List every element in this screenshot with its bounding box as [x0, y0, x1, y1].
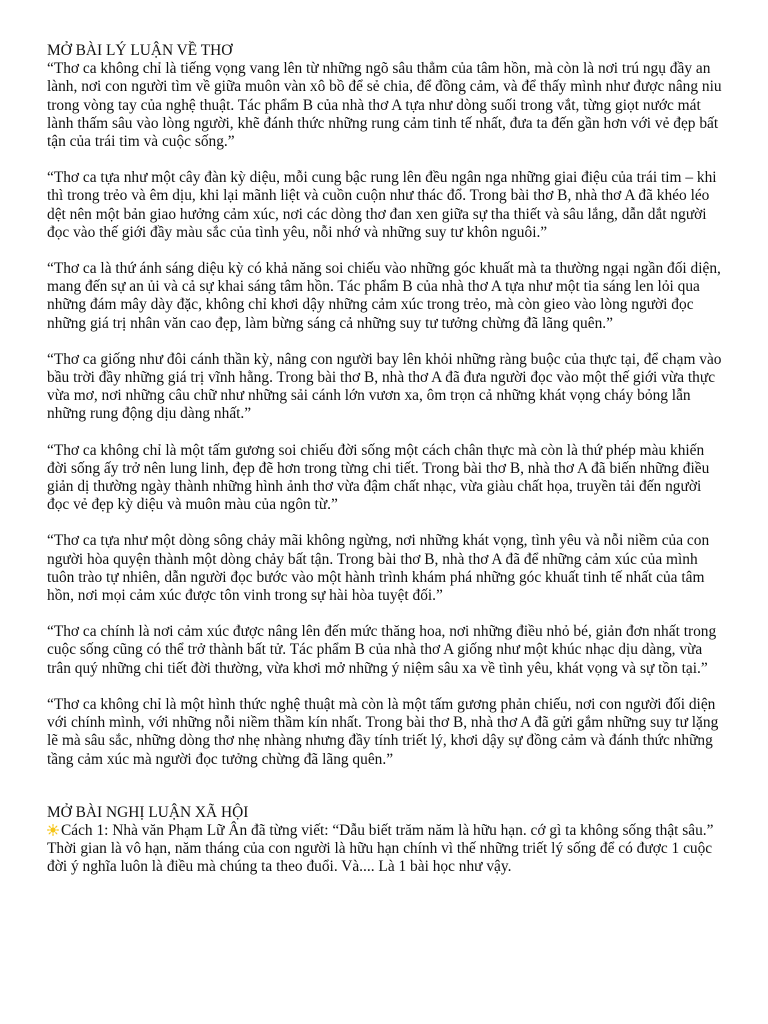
paragraph-2: “Thơ ca tựa như một cây đàn kỳ diệu, mỗi cung bậc rung lên đều ngân nga những giai điệu của trái tim – khi thì trong trẻo và êm dịu, khi lại mãnh liệt và cuồn cuộn như thác đổ. Trong bài thơ B, nhà thơ A đã khéo léo dệt nên một bản giao hưởng cảm xúc, nơi các dòng thơ đan xen giữa sự tha thiết và sâu lắng, dẫn dắt người đọc vào thế giới đầy màu sắc của tình yêu, nỗi nhớ và những suy tư khôn nguôi.” — [47, 169, 717, 241]
paragraph-1: “Thơ ca không chỉ là tiếng vọng vang lên từ những ngõ sâu thẳm của tâm hồn, mà còn là nơi trú ngụ đầy an lành, nơi con người tìm về giữa muôn vàn xô bồ để sẻ chia, để đồng cảm, và để thấy mình như được nâng niu trong vòng tay của nghệ thuật. Tác phẩm B của nhà thơ A tựa như dòng suối trong vắt, từng giọt nước mát lành thấm sâu vào lòng người, khẽ đánh thức những rung cảm tinh tế nhất, đưa ta đến gần hơn với vẻ đẹp bất tận của trái tim và cuộc sống.” — [47, 60, 722, 151]
cach-1-text: Cách 1: Nhà văn Phạm Lữ Ân đã từng viết: “Dẫu biết trăm năm là hữu hạn. cớ gì ta không sống thật sâu.” Thời gian là vô hạn, năm tháng của con người là hữu hạn chính vì thế những triết lý sống để có được 1 cuộc đời ý nghĩa luôn là điều mà chúng ta theo đuổi. Và.... Là 1 bài học như vậy. — [47, 821, 714, 876]
paragraph-4: “Thơ ca giống như đôi cánh thần kỳ, nâng con người bay lên khỏi những ràng buộc của thực tại, để chạm vào bầu trời đầy những giá trị vĩnh hằng. Trong bài thơ B, nhà thơ A đã đưa người đọc vào một thế giới vừa thực vừa mơ, nơi những câu chữ như những sải cánh lớn vươn xa, ôm trọn cả những khát vọng cháy bỏng lẫn những rung động dịu dàng nhất.” — [47, 350, 722, 423]
paragraph-7: “Thơ ca chính là nơi cảm xúc được nâng lên đến mức thăng hoa, nơi những điều nhỏ bé, giản đơn nhất trong cuộc sống cũng có thể trở thành bất tử. Tác phẩm B của nhà thơ A giống như một khúc nhạc dịu dàng, vừa trân quý những chi tiết đời thường, vừa khơi mở những ý niệm sâu xa về tình yêu, khát vọng và sự tồn tại.” — [47, 623, 717, 677]
paragraph-6: “Thơ ca tựa như một dòng sông chảy mãi không ngừng, nơi những khát vọng, tình yêu và nỗi niềm của con người hòa quyện thành một dòng chảy bất tận. Trong bài thơ B, nhà thơ A đã để những cảm xúc của mình tuôn trào tự nhiên, dẫn người đọc bước vào một hành trình khám phá những góc khuất tinh tế nhất của tâm hồn, nơi mọi cảm xúc được tôn vinh trong sự hài hòa tuyệt đối.” — [47, 532, 710, 605]
paragraph-8: “Thơ ca không chỉ là một hình thức nghệ thuật mà còn là một tấm gương phản chiếu, nơi con người đối diện với chính mình, với những nỗi niềm thầm kín nhất. Trong bài thơ B, nhà thơ A đã gửi gắm những suy tư lặng lẽ mà sâu sắc, những dòng thơ nhẹ nhàng nhưng đầy tính triết lý, khơi dậy sự đồng cảm và đánh thức những tầng cảm xúc mà người đọc tưởng chừng đã lãng quên.” — [47, 695, 719, 768]
paragraph-3: “Thơ ca là thứ ánh sáng diệu kỳ có khả năng soi chiếu vào những góc khuất mà ta thường ngại ngần đối diện, mang đến sự an ủi và cả sự khai sáng tâm hồn. Tác phẩm B của nhà thơ A tựa như một tia sáng len lỏi qua những đám mây dày đặc, không chỉ khơi dậy những cảm xúc trong trẻo, mà còn gieo vào lòng người đọc những giá trị nhân văn cao đẹp, làm bừng sáng cả những suy tư tưởng chừng đã lãng quên.” — [47, 260, 721, 332]
section-heading-ly-luan-ve-tho: MỞ BÀI LÝ LUẬN VỀ THƠ — [47, 42, 233, 59]
sun-emoji-icon — [47, 824, 59, 836]
paragraph-5: “Thơ ca không chỉ là một tấm gương soi chiếu đời sống một cách chân thực mà còn là thứ phép màu khiến đời sống ấy trở nên lung linh, đẹp đẽ hơn trong từng chi tiết. Trong bài thơ B, nhà thơ A đã biến những điều giản dị thường ngày thành những hình ảnh thơ vừa đậm chất nhạc, vừa giàu chất họa, truyền tải đến người đọc vẻ đẹp kỳ diệu và muôn màu của ngôn từ.” — [47, 441, 710, 514]
section-heading-nghi-luan-xa-hoi: MỞ BÀI NGHỊ LUẬN XÃ HỘI — [47, 803, 249, 821]
section-nghi-luan-xa-hoi — [47, 804, 727, 877]
document-page — [47, 42, 727, 895]
paragraph-cach-1 — [47, 822, 727, 877]
